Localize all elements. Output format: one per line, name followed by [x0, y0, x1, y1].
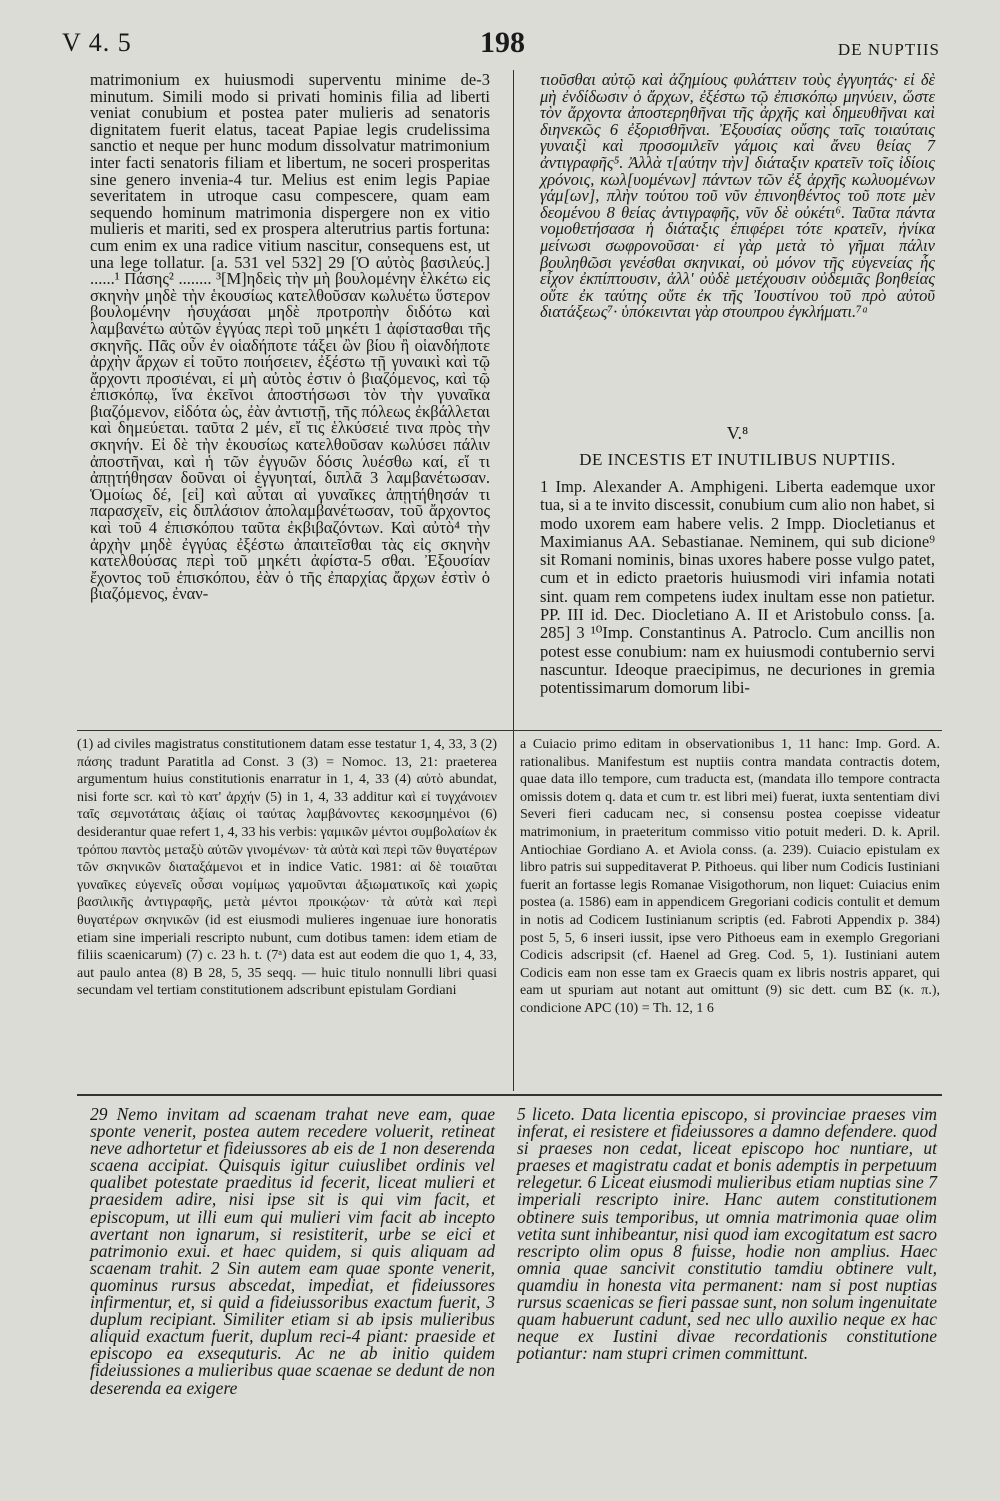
main-text-right: τιοῦσθαι αὐτῷ καὶ ἀζημίους φυλάττειν τοὺς ἐγγυητάς· εἰ δὲ μὴ ἐνδίδωσιν ὁ ἄρχων, ἐξέστω τῷ ἐπισκόπῳ μηνύειν, ὥστε τὸν ἄρχοντα ἀποστερηθῆναι τῆς ἀρχῆς καὶ δημευθῆναι καὶ διηνεκῶς 6 ἐξορισθῆναι. Ἐξουσίας οὔσης ταῖς τοιαύταις γυναιξὶ καὶ προσομιλεῖν γάμοις καὶ ἄνευ θείας 7 ἀντιγραφῆς⁵. Ἀλλὰ τ[αύτην τὴν] διάταξιν κρατεῖν τοῖς ἰδίοις χρόνοις, κωλ[υομένων] πάντων τῶν ἐξ ἀρχῆς κωλυομένων γάμ[ων], πλὴν τούτου τοῦ νῦν ἐπινοηθέντος τοῦ ποτε μὲν δεομένου 8 θείας ἀντιγραφῆς, νῦν δὲ οὐκέτι⁶. Ταῦτα πάντα νομοθετήσασα ἡ διάταξις ἐπιφέρει τότε κρατεῖν, ἡνίκα μείνωσι σωφρονοῦσαι· εἰ γὰρ μετὰ τὸ γῆμαι πάλιν βουληθῶσι γενέσθαι σκηνικαί, οὐ μόνον τῆς εὐγενείας ἧς εἶχον ἐκπίπτουσιν, ἀλλ' οὐδὲ μετέχουσιν οὐδεμιᾶς βοηθείας οὔτε ἐκ ταύτης οὔτε ἐκ τῆς Ἰουστίνου τοῦ πρὸ αὐτοῦ διατάξεως⁷· ὑπόκεινται γὰρ στουπρου ἐγκλήματι.⁷ᵃ — [540, 70, 935, 322]
translation-divider — [77, 1094, 942, 1096]
notes-divider — [77, 730, 942, 731]
running-head-right: DE NUPTIIS — [837, 40, 940, 59]
column-divider — [513, 70, 514, 1091]
footnotes-left: (1) ad civiles magistratus constitutionem datam esse testatur 1, 4, 33, 3 (2) πάσης tradunt Paratitla ad Const. 3 (3) = Nomoc. 13, 21: praeterea argumentum huius constitutionis enarratur in 1, 4, 33 (4) αὐτὸ abundat, nisi forte scr. καὶ τὸ κατ' ἀρχήν (5) in 1, 4, 33 additur καὶ εἰ τυγχάνοιεν ταῖς σεμνοτάταις ἀξίαις οἱ ταύτας λαμβάνοντες κεκοσμημένοι (6) desiderantur quae refert 1, 4, 33 his verbis: γαμικῶν μέντοι συμβολαίων ἐκ τρόπου παντὸς μεταξὺ αὐτῶν γινομένων· τὰ αὐτὰ καὶ περὶ τῶν θυγατέρων τῶν σκηνικῶν διαταξάμενοι et in indice Vatic. 1981: αἱ δὲ τοιαῦται γυναῖκες εὐγενεῖς οὖσαι νομίμως γαμοῦνται ἀξιωματικοῖς καὶ χωρὶς βασιλικῆς ἀντιγραφῆς, μετὰ μέντοι προικῴων· τὰ αὐτὰ καὶ περὶ θυγατέρων σκηνικῶν (id est eiusmodi mulieres ingenuae iure honoratis etiam sine imperiali rescripto nubunt, cum dotibus tamen: idem etiam de filiis scaenicarum) (7) c. 23 h. t. (7ᵃ) data est aut eodem die quo 1, 4, 33, aut paulo antea (8) B 28, 5, 35 seqq. — huic titulo nonnulli libri quasi secundam vel tertiam constitutionem adscribunt epistulam Gordiani — [77, 737, 497, 999]
translation-left: 29 Nemo invitam ad scaenam trahat neve eam, quae sponte venerit, postea autem recedere voluerit, retineat neve adhortetur et fideiussores ab eis de 1 non deserenda scaena accipiat. Quisquis igitur cuiuslibet ordinis vel qualibet potestate praeditus id fecerit, liceat mulieri et praesidem adire, nisi ipse sit is qui vim facit, et episcopum, ut illi eum qui mulieri vim facit ab incepto avertant non ignarum, si resistiterit, urbe se eici et patrimonio exui. et haec quidem, si quis aliquam ad scaenam trahit. 2 Sin autem eam quae sponte venerit, quominus rursus abscedat, impediat, et fideiussores infirmentur, et, si quid a fideiussoribus exactum fuerit, 3 duplum recipiant. Similiter etiam si ab ipsis mulieribus aliquid exactum fuerit, duplum reci-4 piant: praeside et episcopo ea exsequturis. Ac ne ab initio quidem fideiussiones a mulieribus quae scaenae se dedunt de non deserenda ea exigere — [90, 1104, 495, 1398]
main-text-left-column — [90, 72, 490, 603]
page-number: 198 — [480, 26, 525, 59]
constitutions-paragraph: 1 Imp. Alexander A. Amphigeni. Liberta eademque uxor tua, si a te invito discessit, conubium cum alio non habet, si modo uxorem eam habere velis. 2 Impp. Diocletianus et Maximianus AA. Sebastianae. Neminem, qui sub dicione⁹ sit Romani nominis, binas uxores habere posse vulgo patet, cum et in edicto praetoris huiusmodi viri infamia notati sint. quam rem competens iudex inultam esse non patietur. PP. III id. Dec. Diocletiano A. II et Aristobulo conss. [a. 285] 3 ¹⁰Imp. Constantinus A. Patroclo. Cum ancillis non potest esse conubium: nam ex huiusmodi contubernio servi nascuntur. Ideoque praecipimus, ne decuriones in gremia potentissimarum domorum libi- — [540, 477, 935, 698]
main-text-left: matrimonium ex huiusmodi superventu minime de-3 minutum. Simili modo si privati hominis filia ad liberti veniat conubium et postea pater mulieris ad senatoris dignitatem fuerit elatus, taceat Papiae legis crudelissima sanctio et neque per hunc modum dissolvatur matrimonium inter facti senatoris filiam et libertum, ne soceri prosperitas sine genero invenia-4 tur. Melius est enim legis Papiae severitatem in utroque casu compescere, quam eam sequendo hominum matrimonia dispergere non ex vitio mulieris et mariti, sed ex prospera alterutrius partis fortuna: cum enim ex una radice vitium nascitur, consequens est, ut una lege tollatur. [a. 531 vel 532] 29 [Ὁ αὐτὸς βασιλεύς.] ......¹ Πάσης² ........ ³[Μ]ηδεὶς τὴν μὴ βουλομένην ἑλκέτω εἰς σκηνὴν μηδὲ τὴν ἑκουσίως κατελθοῦσαν κωλυέτω ὕστερον βουλομένην ἡσυχάσαι μηδὲ προτροπὴν διδότω καὶ λαμβανέτω αὐτῶν ἐγγύας περὶ τοῦ μηκέτι 1 ἀφίστασθαι τῆς σκηνῆς. Πᾶς οὖν ἐν οἱαδήποτε τάξει ὢν βίου ἢ οἱανδήποτε ἀρχὴν ἄρχων εἰ τοῦτο ποιήσειεν, ἐξέστω τῇ γυναικὶ καὶ τῷ ἄρχοντι προσιέναι, εἰ μὴ αὐτὸς ἐστιν ὁ βιαζόμενος, καὶ τῷ ἐπισκόπῳ, ἵνα ἐκεῖνοι ἀποστήσωσι τὸν τὴν γυναῖκα βιαζόμενον, εἰδότα ὡς, ἐὰν ἀντιστῇ, τῆς πόλεως ἐκβάλλεται καὶ δημεύεται. ταῦτα 2 μέν, εἴ τις ἑλκύσειέ τινα πρὸς τὴν σκηνήν. Εἰ δὲ τὴν ἑκουσίως κατελθοῦσαν κωλύσει πάλιν ἀποστῆναι, καὶ ἡ τῶν ἐγγυῶν δόσις λυέσθω καί, εἴ τι ἀπῃτήθησαν δοῦναι οἱ ἐγγυηταί, διπλᾶ 3 λαμβανέτωσαν. Ὁμοίως δέ, [εἰ] καὶ αὗται αἱ γυναῖκες ἀπῃτήθησάν τι παρασχεῖν, εἰς διπλάσιον ἀπολαμβανέτωσαν, τοῦ ἄρχοντος καὶ τοῦ 4 ἐπισκόπου ταῦτα ἐκβιβαζόντων. Καὶ αὐτὸ⁴ τὴν ἀρχὴν μηδὲ ἐγγύας ἐξέστω ἀπαιτεῖσθαι τὰς εἰς σκηνὴν κατελθούσας περὶ τοῦ μηκέτι ἀφίστα-5 σθαι. Ἐξουσίαν ἔχοντος τοῦ ἐπισκόπου, ἐὰν ὁ τῆς ἐπαρχίας ἄρχων ἐστὶν ὁ βιαζόμενος, ἐναν- — [90, 70, 490, 604]
footnotes-right: a Cuiacio primo editam in observationibus 1, 11 hanc: Imp. Gord. A. rationalibus. Manifestum est nuptiis contra mandata contractis dotem, quae data illo tempore, cum traducta est, (mandata illo tempore contracta omissis dotem q. data et cum tr. est libri mei) fuerat, iuxta sententiam divi Severi fieri caducam nec, si consensu postea coepisse videatur matrimonium, in praeteritum commisso vitio potuit mederi. D. k. April. Antiochiae Gordiano A. et Aviola conss. (a. 239). Cuiacio epistulam ex libro patris sui suppeditaverat P. Pithoeus. qui liber num Codicis Iustiniani fuerit an fortasse legis Romanae Visigothorum, non liquet: Cuiacius enim postea (a. 1586) eam in appendicem Gregoriani codicis contulit et demum in notis ad Codicem Iustinianum scriptis (ed. Fabroti Appendix p. 384) post 5, 5, 6 inseri iussit, ipse vero Pithoeus eam in exemplo Gregoriani Codicis adscripsit (cf. Haenel ad Greg. Cod. 5, 1). Iustiniani autem Codicis eam non esse tam ex Graecis quam ex libris nostris apparet, qui eam ut spuriam aut notant aut omittunt (9) sic dett. cum ΒΣ (κ. π.), condicione APC (10) = Th. 12, 1 6 — [520, 737, 940, 1016]
main-text-right-column — [540, 72, 935, 321]
translation-right: 5 liceto. Data licentia episcopo, si provinciae praeses vim inferat, ei resistere et fideiussores a damno defendere. quod si praeses non cedat, liceat episcopo hoc nuntiare, ut praeses et magistratu cadat et bonis ademptis in perpetuum relegetur. 6 Liceat eiusmodi mulieribus etiam nuptias sine 7 imperiali rescripto inire. Hanc autem constitutionem obtinere suis temporibus, ut omnia matrimonia quae olim vetita sunt inhibeantur, nisi quod iam excogitatum est sacro rescripto olim opus 8 fuisse, hodie non amplius. Haec omnia quae sancivit constitutio tamdiu obtinere vult, quamdiu in honesta vita permanent: nam si post nuptias rursus scaenicas se fieri passae sunt, non solum ingenuitate quam habuerunt cadunt, sed nec ullo auxilio neque ex hac neque ex Iustini divae recordationis constitutione potiantur: nam stupri crimen committunt. — [517, 1104, 937, 1364]
section-title — [540, 423, 935, 470]
section-number: V.⁸ — [726, 423, 749, 443]
constitutions-text — [540, 478, 935, 698]
running-head-left: V 4. 5 — [62, 28, 132, 57]
section-heading: DE INCESTIS ET INUTILIBUS NUPTIIS. — [579, 450, 896, 469]
